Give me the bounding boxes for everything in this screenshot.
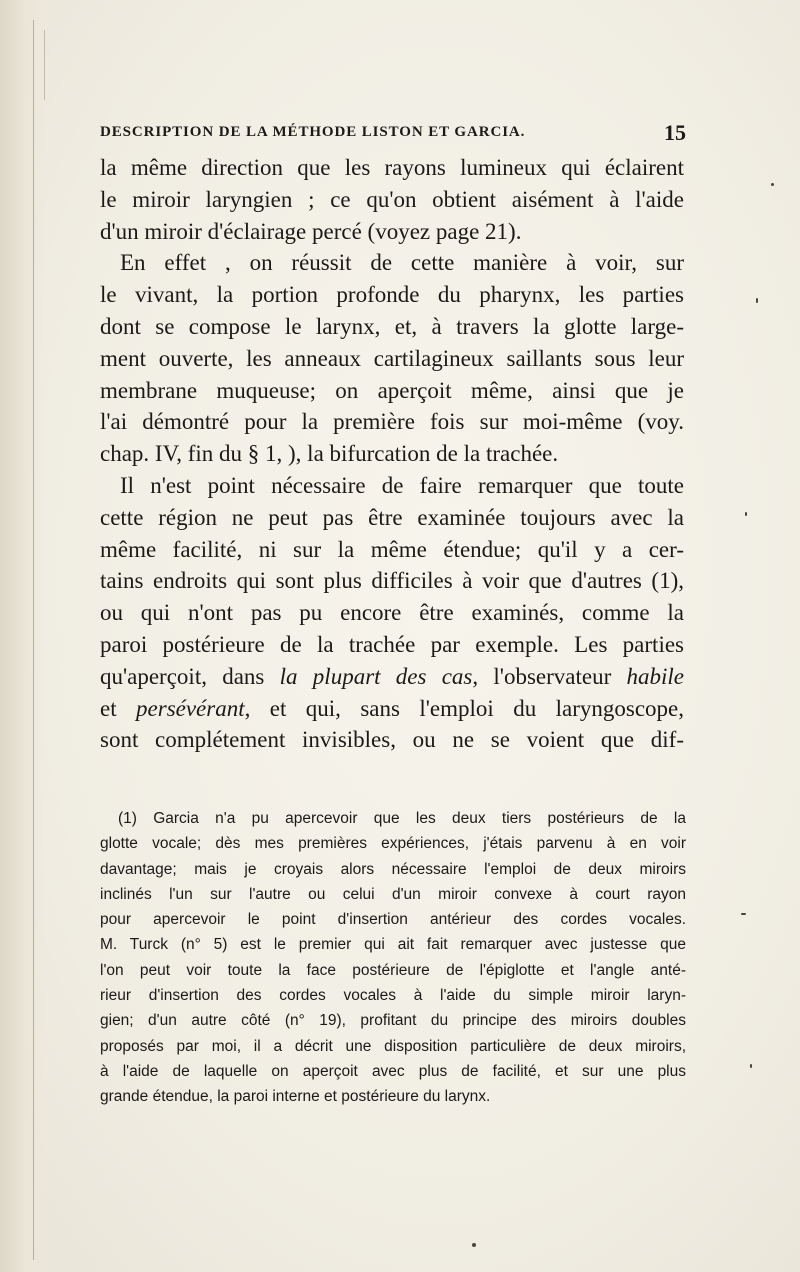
text-line: cette région ne peut pas être examinée toujours avec la bbox=[100, 504, 684, 530]
text-line: le vivant, la portion profonde du pharynx, les parties bbox=[100, 282, 684, 308]
footnote-line: pour apercevoir le point d'insertion antérieur des cordes vocales. bbox=[100, 911, 686, 929]
text-segment: , et qui, sans l'emploi du laryngoscope, bbox=[244, 695, 685, 721]
text-line: En effet , on réussit de cette manière à voir, sur bbox=[120, 250, 684, 276]
paper-speck bbox=[750, 1064, 752, 1068]
footnote-line: à l'aide de laquelle on aperçoit avec plus de facilité, et sur une plus bbox=[100, 1062, 686, 1080]
text-segment: et bbox=[100, 695, 137, 721]
text-line: la même direction que les rayons lumineux qui éclairent bbox=[100, 155, 684, 180]
text-line: tains endroits qui sont plus difficiles à voir que d'autres (1), bbox=[100, 568, 684, 594]
text-line: chap. IV, fin du § 1, ), la bifurcation de la trachée. bbox=[100, 441, 559, 467]
footnote-line: rieur d'insertion des cordes vocales à l'aide du simple miroir laryn- bbox=[100, 987, 686, 1005]
text-line-with-italics bbox=[100, 661, 684, 693]
text-line: le miroir laryngien ; ce qu'on obtient aisément à l'aide bbox=[100, 186, 684, 212]
footnote-line: grande étendue, la paroi interne et postérieure du larynx. bbox=[100, 1088, 491, 1106]
text-segment: qu'aperçoit, dans bbox=[100, 663, 280, 689]
footnote-line: davantage; mais je croyais alors nécessaire l'emploi de deux miroirs bbox=[100, 860, 686, 878]
paper-speck bbox=[745, 512, 747, 516]
footnote-line: inclinés l'un sur l'autre ou celui d'un miroir convexe à court rayon bbox=[100, 885, 686, 903]
footnote-line: l'on peut voir toute la face postérieure de l'épiglotte et l'angle anté- bbox=[100, 961, 686, 979]
text-line: d'un miroir d'éclairage percé (voyez page 21). bbox=[100, 218, 522, 244]
italic-phrase: habile bbox=[626, 663, 684, 689]
main-text bbox=[100, 152, 684, 756]
text-line: sont complétement invisibles, ou ne se voient que dif- bbox=[100, 727, 684, 753]
footnote-line: M. Turck (n° 5) est le premier qui ait fait remarquer avec justesse que bbox=[100, 936, 686, 954]
text-segment: , l'observateur bbox=[472, 663, 627, 689]
footnote-line: (1) Garcia n'a pu apercevoir que les deux tiers postérieurs de la bbox=[118, 810, 686, 827]
footnote-line: glotte vocale; dès mes premières expériences, j'étais parvenu à en voir bbox=[100, 835, 686, 853]
text-line: l'ai démontré pour la première fois sur moi-même (voy. bbox=[100, 409, 684, 435]
page-number: 15 bbox=[664, 120, 686, 145]
running-head: DESCRIPTION DE LA MÉTHODE LISTON ET GARCIA. bbox=[100, 124, 526, 140]
text-line: ou qui n'ont pas pu encore être examinés, comme la bbox=[100, 600, 684, 626]
footnote-line: proposés par moi, il a décrit une disposition particulière de deux miroirs, bbox=[100, 1037, 686, 1055]
text-line: paroi postérieure de la trachée par exemple. Les parties bbox=[100, 631, 684, 657]
page-edge-mark bbox=[44, 30, 45, 100]
paper-speck bbox=[741, 913, 746, 915]
text-line-with-italics bbox=[100, 693, 684, 725]
page-header bbox=[100, 121, 688, 147]
page-edge-line bbox=[33, 20, 34, 1260]
text-line: ment ouverte, les anneaux cartilagineux saillants sous leur bbox=[100, 345, 684, 371]
footnote-line: gien; d'un autre côté (n° 19), profitant du principe des miroirs doubles bbox=[100, 1012, 686, 1030]
text-line: même facilité, ni sur la même étendue; qu'il y a cer- bbox=[100, 536, 684, 562]
text-line: membrane muqueuse; on aperçoit même, ainsi que je bbox=[100, 377, 684, 403]
paper-speck bbox=[756, 298, 758, 303]
text-line: dont se compose le larynx, et, à travers la glotte large- bbox=[100, 313, 684, 339]
page-binding-shadow bbox=[0, 0, 44, 1272]
italic-phrase: la plupart des cas bbox=[279, 663, 473, 689]
paper-speck bbox=[771, 183, 774, 186]
italic-phrase: persévérant bbox=[136, 695, 245, 721]
footnote-block bbox=[100, 806, 686, 1110]
text-line: Il n'est point nécessaire de faire remarquer que toute bbox=[120, 472, 684, 498]
paper-speck bbox=[472, 1243, 476, 1247]
